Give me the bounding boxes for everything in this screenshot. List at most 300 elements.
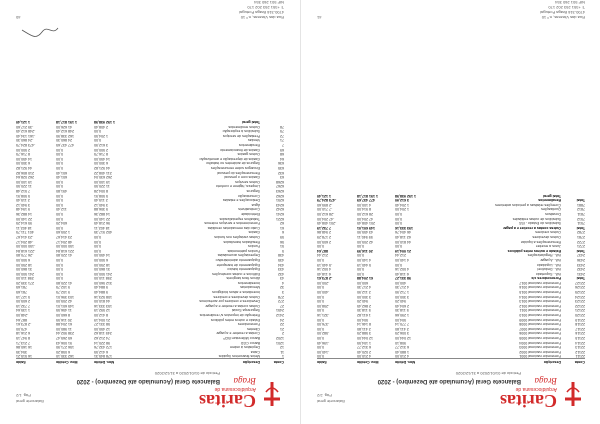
row-balance: 31 860,00 — [16, 267, 32, 272]
row-balance: 298 110,00 — [16, 276, 34, 281]
row-balance: 781,65 — [16, 285, 27, 290]
table-row — [16, 345, 284, 350]
row-credit: 11 980,00 — [56, 326, 72, 331]
ledger-total-row — [317, 193, 585, 198]
caritas-cross-icon — [260, 380, 284, 408]
row-code: 21 — [280, 326, 284, 331]
row-code: 433 — [278, 267, 284, 272]
row-balance: -7 710,00 — [317, 207, 333, 212]
footer-line: NIF 501 260 354 — [555, 0, 585, 5]
row-debit: 940,20 — [395, 299, 406, 304]
row-desc: Depreciações acumuladas — [217, 253, 260, 258]
row-desc: Gastos — [248, 230, 260, 235]
table-row — [16, 207, 284, 212]
table-row — [317, 248, 585, 253]
table-row — [16, 221, 284, 226]
row-desc: Fornecedor nacional 0004 — [519, 340, 561, 345]
footer-line: NIF 501 260 354 — [254, 0, 284, 5]
row-balance: 210 806,82 — [16, 170, 34, 175]
row-desc: Banco CGD — [240, 340, 260, 345]
table-row — [317, 234, 585, 239]
row-credit: 0,00 — [56, 147, 63, 152]
row-credit: 23 414,67 — [56, 234, 72, 239]
row-debit: 241 500,00 — [94, 271, 112, 276]
row-desc: IVA - Dedutível — [537, 267, 561, 272]
row-debit: 3 612,90 — [395, 198, 409, 203]
row-desc: Outros credores — [535, 230, 561, 235]
row-code: 2782 — [577, 230, 585, 235]
row-code: 432 — [278, 271, 284, 276]
row-balance: 241 500,00 — [16, 271, 34, 276]
row-debit: 1 712,90 — [395, 290, 409, 295]
row-desc: Outras contas a receber e a pagar — [503, 225, 561, 230]
row-code: 11 — [280, 349, 284, 354]
row-balance: 95 614,25 — [16, 221, 32, 226]
header-meta-line: Pág. 2/2 — [317, 393, 332, 398]
row-desc: Ativos fixos tangíveis — [226, 276, 260, 281]
row-credit: 91 006,43 — [56, 340, 72, 345]
row-debit: 98 220,14 — [94, 340, 110, 345]
row-code: 22115 — [575, 336, 585, 341]
row-debit: 262 630,04 — [94, 175, 112, 180]
row-credit: 24 860,30 — [56, 138, 72, 143]
row-desc: Fundos patrimoniais — [227, 248, 260, 253]
row-code: 22127 — [575, 280, 585, 285]
page-title: Balancete Geral (Acumulado até Dezembro) - 2020 — [377, 378, 521, 384]
row-credit: 1 151 817,18 — [357, 193, 378, 198]
row-desc: Investimentos — [237, 280, 260, 285]
row-code: 62 — [280, 221, 284, 226]
row-balance: 887,64 — [16, 317, 27, 322]
row-credit: 601,40 — [56, 175, 67, 180]
table-row — [16, 170, 284, 175]
row-debit: 9 884,40 — [94, 285, 108, 290]
row-debit: 4 002,16 — [395, 267, 409, 272]
row-credit: 600,00 — [357, 280, 368, 285]
row-debit: 44 921,82 — [94, 166, 110, 171]
footer-line: 4700-316 Braga Portugal — [540, 10, 585, 15]
table-row — [16, 322, 284, 327]
table-row — [317, 280, 585, 285]
row-debit: 1 152 938,58 — [94, 120, 115, 125]
table-row — [317, 202, 585, 207]
row-code: 635 — [278, 166, 284, 171]
table-row — [16, 340, 284, 345]
table-row — [317, 345, 585, 350]
row-code: 22118 — [575, 322, 585, 327]
table-row — [16, 285, 284, 290]
row-code: 434 — [278, 262, 284, 267]
row-balance: -150 000,00 — [16, 244, 36, 249]
row-desc: Eletricidade — [241, 212, 260, 216]
row-balance: 887,64 — [317, 248, 328, 253]
row-desc: Fornecedor nacional 0008 — [519, 322, 561, 327]
ledger-table — [16, 120, 284, 364]
table-row — [16, 138, 284, 143]
row-credit: 41 626,00 — [56, 124, 72, 129]
row-credit: 4 217,30 — [357, 285, 371, 290]
row-credit: 6 312,77 — [357, 345, 371, 350]
row-code: 2722 — [577, 239, 585, 244]
row-balance: -196,45 — [317, 340, 330, 345]
row-debit: 7 770,14 — [395, 322, 409, 327]
row-debit: 8 716,75 — [94, 152, 108, 157]
row-balance: 0,00 — [317, 354, 324, 359]
row-code: 6251 — [276, 198, 284, 203]
row-balance: 6 118,40 — [317, 271, 331, 276]
row-balance: 401 711,75 — [16, 230, 34, 235]
row-desc: Fornecedor nacional 0017 — [519, 280, 561, 285]
table-row — [16, 129, 284, 134]
row-credit: 59 940,11 — [357, 234, 373, 239]
row-code: 4 — [282, 280, 284, 285]
row-debit: 108 523,16 — [94, 294, 112, 299]
table-row — [16, 290, 284, 295]
row-code: 6267 — [276, 184, 284, 189]
row-credit: 221 618,84 — [56, 248, 74, 253]
row-credit: 145 601,01 — [56, 303, 74, 308]
row-debit: 0,00 — [94, 248, 101, 253]
table-row — [16, 308, 284, 313]
row-code: 2451 — [276, 308, 284, 313]
row-credit: 0,00 — [56, 225, 63, 230]
row-debit: 14 882,36 — [94, 212, 110, 216]
page-number: 41 — [317, 15, 322, 20]
page-footer — [239, 0, 284, 20]
table-row — [16, 271, 284, 276]
row-balance: -248 612,45 — [16, 129, 36, 134]
row-desc: Fornecedor nacional 0002 — [519, 349, 561, 354]
table-row — [317, 322, 585, 327]
row-credit: 1 151 817,18 — [56, 120, 77, 125]
row-balance: 7 732,15 — [317, 225, 331, 230]
header-balance: Saldo — [317, 360, 327, 364]
row-debit: 504,00 — [395, 317, 406, 322]
row-code: 63 — [280, 175, 284, 180]
row-desc: Fornecedor nacional 0009 — [519, 317, 561, 322]
row-debit: 31 860,00 — [94, 267, 110, 272]
table-row — [16, 188, 284, 193]
row-debit: 46 404,76 — [395, 230, 411, 235]
row-balance: -258,00 — [317, 303, 330, 308]
table-row — [16, 216, 284, 221]
row-desc: Meios financeiros líquidos — [218, 354, 260, 359]
row-desc: Fornecedor nacional 0011 — [519, 308, 561, 313]
row-credit: 2 020,40 — [357, 349, 371, 354]
row-balance: 18 402,11 — [16, 225, 32, 230]
row-credit: 103 396,01 — [56, 294, 74, 299]
page-content — [301, 0, 600, 424]
row-desc: Fornecedor nacional 0015 — [519, 290, 561, 295]
row-balance: 2 605,00 — [16, 299, 30, 304]
row-balance: -376,00 — [317, 322, 330, 327]
row-debit: 6 118,40 — [395, 271, 409, 276]
table-row — [317, 267, 585, 272]
row-code: 2437 — [577, 253, 585, 258]
row-credit: 201 408,45 — [357, 221, 375, 226]
row-balance: -2 873,61 — [16, 322, 32, 327]
row-debit: 5 118,30 — [395, 308, 409, 313]
row-desc: Estado e outros entes públicos — [507, 248, 561, 253]
row-debit: 153 333,16 — [94, 303, 112, 308]
row-desc: Limpeza, higiene e conforto — [215, 184, 260, 189]
row-credit: 0,00 — [56, 216, 63, 221]
table-row — [16, 225, 284, 230]
row-desc: Outros devedores e credores — [213, 294, 260, 299]
row-desc: Outros gastos — [237, 152, 260, 157]
row-code: 22123 — [575, 299, 585, 304]
header-credit: Mov. Crédito — [56, 360, 78, 364]
row-debit: 58 331,27 — [395, 276, 411, 281]
table-row — [317, 257, 585, 262]
caritas-cross-icon — [561, 380, 585, 408]
row-credit: 3 300,00 — [357, 294, 371, 299]
row-balance: 212,44 — [317, 253, 328, 258]
row-credit: 20 116,55 — [56, 317, 72, 322]
row-balance: 2 115,40 — [16, 198, 30, 203]
row-debit: 211 408,22 — [94, 170, 112, 175]
row-desc: Fornecedor nacional 0001 — [519, 354, 561, 359]
table-row — [16, 317, 284, 322]
ledger-table — [317, 193, 585, 364]
row-code: 278 — [278, 294, 284, 299]
table-row — [16, 152, 284, 157]
row-credit: 42 205,00 — [56, 299, 72, 304]
row-debit: 0,00 — [94, 138, 101, 143]
row-code: 69 — [280, 147, 284, 152]
row-balance: 44 921,82 — [16, 166, 32, 171]
row-credit: 0,00 — [56, 198, 63, 203]
row-desc: Fornecedor nacional 0007 — [519, 326, 561, 331]
table-row — [317, 271, 585, 276]
row-credit: 3 588,25 — [357, 331, 371, 336]
row-balance: 14 882,36 — [16, 212, 32, 216]
row-desc: Subsídios à exploração — [222, 129, 260, 134]
table-row — [317, 326, 585, 331]
row-desc: Total geral — [242, 120, 260, 125]
row-desc: Depósitos à ordem — [229, 345, 260, 350]
row-debit: 178 845,31 — [94, 354, 112, 359]
ledger-header-row — [16, 358, 284, 364]
row-code: 5 — [282, 248, 284, 253]
row-code: 56 — [280, 239, 284, 244]
row-debit: 8 004,28 — [94, 189, 108, 194]
row-credit: 28 612,00 — [357, 212, 373, 216]
row-balance: -321,16 — [317, 313, 330, 318]
row-desc: Clientes — [247, 326, 260, 331]
row-debit: 298 110,00 — [94, 276, 112, 281]
row-balance: 2 948,86 — [317, 230, 331, 235]
row-desc: Fornecedor nacional 0016 — [519, 285, 561, 290]
row-code: 27 — [280, 303, 284, 308]
row-debit: 1 152 938,58 — [395, 193, 416, 198]
row-balance: -582,00 — [317, 331, 330, 336]
row-debit: 18 250,00 — [94, 262, 110, 267]
row-debit: 1 880,40 — [395, 349, 409, 354]
row-balance: 1 121,40 — [16, 120, 30, 125]
row-credit: 4 210,00 — [357, 354, 371, 359]
table-row — [317, 276, 585, 281]
row-credit: 48 204,17 — [56, 239, 72, 244]
row-desc: Água — [251, 202, 260, 207]
row-debit: 11 220,50 — [94, 184, 110, 189]
table-row — [16, 147, 284, 152]
row-debit: 5 508,91 — [94, 193, 108, 198]
row-credit: 41 220,80 — [56, 253, 72, 258]
table-row — [317, 262, 585, 267]
row-credit: 162 330,10 — [56, 354, 74, 359]
row-credit: 0,00 — [56, 193, 63, 198]
header-meta-line: Pág. 1/2 — [16, 393, 31, 398]
row-debit: 14 450,00 — [94, 253, 110, 258]
row-desc: Equipamento de transporte — [216, 262, 260, 267]
table-row — [16, 198, 284, 203]
row-code: 3 — [282, 290, 284, 295]
row-debit: 44 810,00 — [94, 299, 110, 304]
row-debit: 2 115,40 — [94, 198, 108, 203]
table-row — [16, 230, 284, 235]
row-debit: 14 450,00 — [94, 156, 110, 161]
row-code: 6242 — [276, 207, 284, 212]
row-debit: 8 412,00 — [94, 313, 108, 318]
row-credit: 8 146,14 — [357, 322, 371, 327]
row-balance: 16 515,21 — [16, 354, 32, 359]
row-balance: 2 178,29 — [317, 234, 331, 239]
row-desc: Rendimentos — [238, 143, 260, 148]
row-balance: 0,00 — [317, 299, 324, 304]
row-debit: 0,00 — [94, 234, 101, 239]
row-credit: 156 271,90 — [56, 345, 74, 350]
brand-name: Caritas — [199, 391, 256, 411]
table-row — [16, 156, 284, 161]
table-row — [317, 303, 585, 308]
row-credit: 604,20 — [56, 221, 67, 226]
row-desc: Remunerações do pessoal — [217, 170, 260, 175]
row-debit: 12 450,00 — [94, 326, 110, 331]
table-row — [16, 184, 284, 189]
table-row — [16, 234, 284, 239]
row-desc: Rendimentos — [538, 198, 561, 203]
table-row — [16, 312, 284, 317]
row-code: 68 — [280, 152, 284, 157]
row-balance: -473 824,75 — [317, 198, 337, 203]
row-desc: Segurança Social — [231, 308, 260, 313]
row-balance: 22 140,00 — [16, 216, 32, 221]
row-balance: -28 612,00 — [317, 212, 335, 216]
table-row — [16, 349, 284, 354]
row-credit: 6 058,20 — [56, 349, 70, 354]
row-debit: 153 333,16 — [395, 225, 413, 230]
row-balance: -200,00 — [317, 280, 330, 285]
row-credit: 11 456,55 — [56, 308, 72, 313]
row-balance: -26 770,80 — [16, 253, 34, 258]
row-debit: 58 331,27 — [94, 322, 110, 327]
row-code: 7512 — [577, 216, 585, 221]
row-credit: 41 220,80 — [56, 280, 72, 285]
row-code: 2432 — [577, 267, 585, 272]
row-desc: Edifícios e outras construções — [212, 271, 260, 276]
table-row — [16, 253, 284, 258]
row-credit: 491,80 — [56, 189, 67, 194]
table-row — [317, 225, 585, 230]
row-code: 1202 — [276, 336, 284, 341]
table-row — [317, 331, 585, 336]
row-code: 6221 — [276, 216, 284, 221]
row-code: 12 — [280, 345, 284, 350]
row-balance: -48 204,17 — [16, 239, 34, 244]
table-row — [317, 211, 585, 216]
table-row — [16, 280, 284, 285]
brand-place: Braga — [534, 376, 557, 386]
table-row — [16, 193, 284, 198]
row-balance: 0,00 — [317, 294, 324, 299]
row-credit: 42 205,00 — [357, 239, 373, 244]
row-desc: Fornecedor nacional 0012 — [519, 303, 561, 308]
row-desc: Gastos de depreciação e amortização — [199, 156, 260, 161]
row-desc: Banco Millennium BCP — [223, 336, 260, 341]
row-code: 22125 — [575, 290, 585, 295]
row-debit: 12 592,19 — [94, 308, 110, 313]
row-debit: 0,00 — [395, 221, 402, 226]
table-row — [16, 335, 284, 340]
row-desc: Gastos de financiamento — [220, 147, 260, 152]
row-credit: 477 437,65 — [357, 198, 375, 203]
row-debit: 6 300,00 — [94, 161, 108, 166]
row-desc: Outros devedores — [532, 234, 561, 239]
row-balance: 5 127,15 — [16, 294, 30, 299]
table-row — [317, 207, 585, 212]
table-row — [16, 248, 284, 253]
table-row — [16, 299, 284, 304]
row-debit: 18 402,11 — [94, 225, 110, 230]
table-row — [16, 244, 284, 249]
row-credit: 0,00 — [357, 244, 364, 249]
row-desc: Fornecedor nacional 0006 — [519, 331, 561, 336]
header-meta-line: Balancete geral — [16, 399, 44, 404]
table-row — [16, 239, 284, 244]
footer-line: Rua das Várzeas, n.º 10 — [541, 15, 585, 20]
signature-mark — [20, 24, 60, 38]
row-desc: Total geral — [543, 193, 561, 198]
table-row — [16, 262, 284, 267]
row-desc: Fornecedores — [237, 322, 260, 327]
row-code: 22119 — [575, 317, 585, 322]
brand-sub: Arquidiocesana de — [214, 386, 256, 392]
row-debit: 0,00 — [94, 244, 101, 249]
row-balance: 18 250,00 — [16, 262, 32, 267]
row-code: 22120 — [575, 313, 585, 318]
row-code: 61 — [280, 225, 284, 230]
row-desc: IVA - Regularizações — [527, 253, 561, 258]
row-balance: 1 121,40 — [317, 193, 331, 198]
row-credit: 4 140,00 — [357, 257, 371, 262]
table-row — [317, 354, 585, 359]
row-debit: 74 212,62 — [94, 336, 110, 341]
footer-line: Rua das Várzeas, n.º 10 — [240, 15, 284, 20]
row-desc: Gastos com o pessoal — [224, 175, 260, 180]
page-subtitle: Período de 01/01/2020 a 31/12/2020 — [455, 371, 521, 376]
table-row — [16, 354, 284, 359]
row-debit: 402 917,35 — [94, 230, 112, 235]
row-desc: Correções relativas a períodos anteriores — [495, 202, 561, 207]
row-desc: Fornecedores c/c — [531, 276, 561, 281]
row-balance: 3 940,12 — [16, 202, 30, 207]
brand-sub: Arquidiocesana de — [515, 386, 557, 392]
row-debit: 6 312,77 — [395, 345, 409, 350]
row-balance: 19 100,00 — [16, 179, 32, 184]
table-row — [16, 143, 284, 148]
row-credit: 477 437,65 — [56, 143, 74, 148]
